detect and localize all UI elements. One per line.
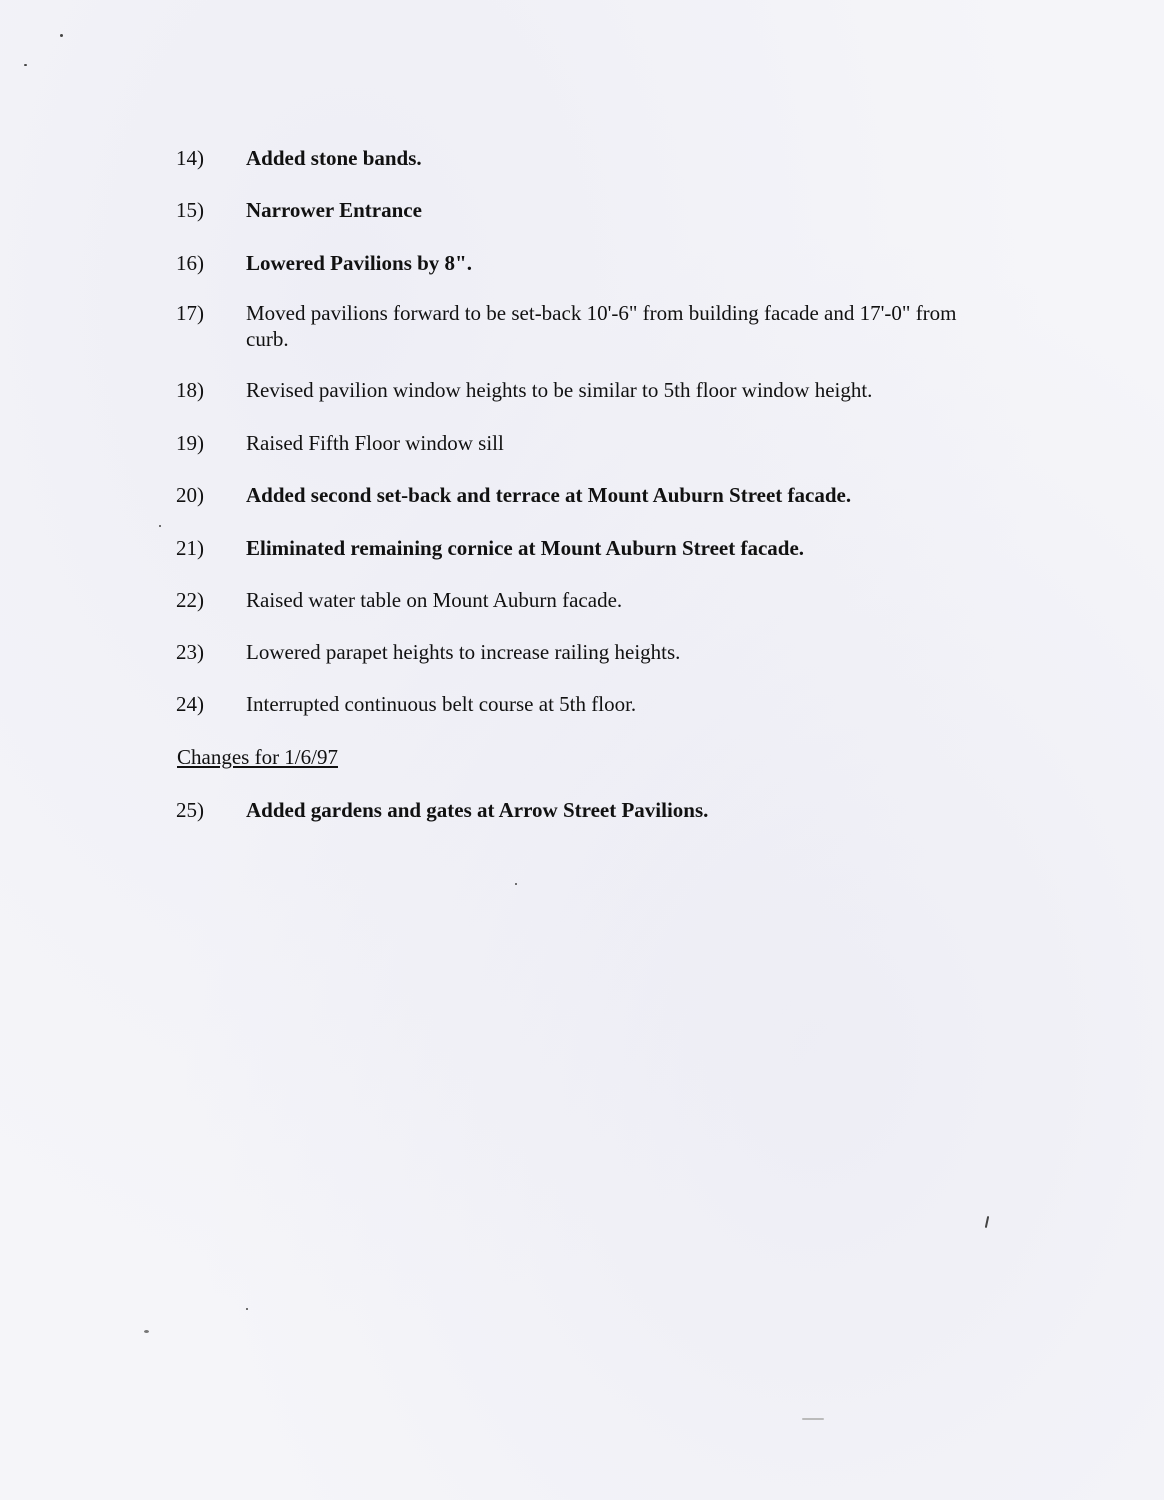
item-number: 18) bbox=[176, 378, 204, 402]
item-text: Added stone bands. bbox=[246, 146, 422, 170]
item-number: 21) bbox=[176, 536, 204, 560]
item-text: Raised water table on Mount Auburn facade. bbox=[246, 588, 623, 612]
item-number: 22) bbox=[176, 588, 204, 612]
scan-speck bbox=[159, 525, 161, 527]
item-number: 15) bbox=[176, 198, 204, 222]
section-heading: Changes for 1/6/97 bbox=[177, 745, 338, 769]
scan-speck bbox=[985, 1216, 989, 1228]
item-text: Lowered Pavilions by 8". bbox=[246, 251, 472, 275]
item-number: 20) bbox=[176, 483, 204, 507]
item-text: Moved pavilions forward to be set-back 10'-6" from building facade and 17'-0" from curb. bbox=[246, 301, 957, 351]
item-number: 17) bbox=[176, 301, 204, 325]
item-text: Raised Fifth Floor window sill bbox=[246, 431, 504, 455]
item-number: 24) bbox=[176, 692, 204, 716]
scan-speck bbox=[515, 883, 517, 885]
item-text: Lowered parapet heights to increase railing heights. bbox=[246, 640, 681, 664]
item-number: 14) bbox=[176, 146, 204, 170]
item-number: 19) bbox=[176, 431, 204, 455]
scan-speck bbox=[802, 1418, 824, 1420]
scan-speck bbox=[24, 64, 27, 66]
item-text: Eliminated remaining cornice at Mount Auburn Street facade. bbox=[246, 536, 805, 560]
item-text: Added gardens and gates at Arrow Street Pavilions. bbox=[246, 798, 709, 822]
item-text: Interrupted continuous belt course at 5th floor. bbox=[246, 692, 637, 716]
scan-speck bbox=[60, 34, 63, 37]
scan-speck bbox=[144, 1330, 149, 1333]
item-number: 23) bbox=[176, 640, 204, 664]
scan-speck bbox=[246, 1308, 248, 1310]
item-text: Added second set-back and terrace at Mount Auburn Street facade. bbox=[246, 483, 852, 507]
item-number: 16) bbox=[176, 251, 204, 275]
item-number: 25) bbox=[176, 798, 204, 822]
item-text: Narrower Entrance bbox=[246, 198, 422, 222]
item-text: Revised pavilion window heights to be similar to 5th floor window height. bbox=[246, 378, 873, 402]
